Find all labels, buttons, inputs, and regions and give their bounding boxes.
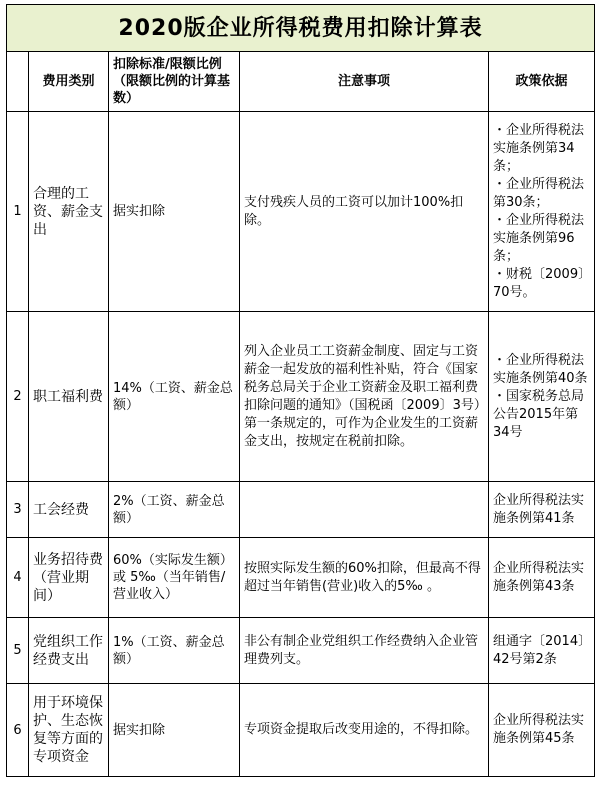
row-category: 用于环境保护、生态恢复等方面的专项资金 (29, 684, 109, 777)
row-standard: 60%（实际发生额）或 5‰（当年销售/营业收入） (109, 538, 240, 618)
row-number: 5 (7, 618, 29, 684)
header-row (7, 52, 595, 112)
row-standard: 据实扣除 (109, 112, 240, 312)
row-notes: 非公有制企业党组织工作经费纳入企业管理费列支。 (240, 618, 489, 684)
table-row (7, 684, 595, 777)
row-notes: 专项资金提取后改变用途的，不得扣除。 (240, 684, 489, 777)
row-notes: 列入企业员工工资薪金制度、固定与工资薪金一起发放的福利性补贴，符合《国家税务总局关于企业工资薪金及职工福利费扣除问题的通知》（国税函〔2009〕3号）第一条规定的，可作为企业发生的工资薪金支出，按规定在税前扣除。 (240, 312, 489, 482)
row-number: 3 (7, 482, 29, 538)
header-standard: 扣除标准/限额比例（限额比例的计算基数） (109, 52, 240, 112)
row-notes: 按照实际发生额的60%扣除，但最高不得超过当年销售(营业)收入的5‰ 。 (240, 538, 489, 618)
row-basis: 企业所得税法实施条例第41条 (489, 482, 595, 538)
row-standard: 14%（工资、薪金总额） (109, 312, 240, 482)
row-basis: 企业所得税法实施条例第45条 (489, 684, 595, 777)
row-number: 2 (7, 312, 29, 482)
row-standard: 2%（工资、薪金总额） (109, 482, 240, 538)
expense-deduction-sheet (6, 4, 594, 777)
row-number: 4 (7, 538, 29, 618)
header-notes: 注意事项 (240, 52, 489, 112)
table-row (7, 482, 595, 538)
row-category: 工会经费 (29, 482, 109, 538)
row-number: 1 (7, 112, 29, 312)
table-row (7, 538, 595, 618)
row-standard: 据实扣除 (109, 684, 240, 777)
header-basis: 政策依据 (489, 52, 595, 112)
title-row (7, 5, 595, 52)
row-basis: 企业所得税法实施条例第43条 (489, 538, 595, 618)
table-row (7, 312, 595, 482)
table-title: 2020版企业所得税费用扣除计算表 (7, 5, 595, 52)
row-notes: 支付残疾人员的工资可以加计100%扣除。 (240, 112, 489, 312)
deduction-table (6, 4, 595, 777)
row-basis: ・企业所得税法实施条例第34条； ・企业所得税法第30条； ・企业所得税法实施条例第96条； ・财税〔2009〕70号。 (489, 112, 595, 312)
header-no (7, 52, 29, 112)
row-standard: 1%（工资、薪金总额） (109, 618, 240, 684)
row-category: 业务招待费（营业期间） (29, 538, 109, 618)
row-basis: 组通字〔2014〕42号第2条 (489, 618, 595, 684)
row-category: 合理的工资、薪金支出 (29, 112, 109, 312)
header-category: 费用类别 (29, 52, 109, 112)
row-basis: ・企业所得税法实施条例第40条 ・国家税务总局公告2015年第34号 (489, 312, 595, 482)
row-category: 职工福利费 (29, 312, 109, 482)
table-row (7, 112, 595, 312)
row-number: 6 (7, 684, 29, 777)
row-notes (240, 482, 489, 538)
table-row (7, 618, 595, 684)
row-category: 党组织工作经费支出 (29, 618, 109, 684)
